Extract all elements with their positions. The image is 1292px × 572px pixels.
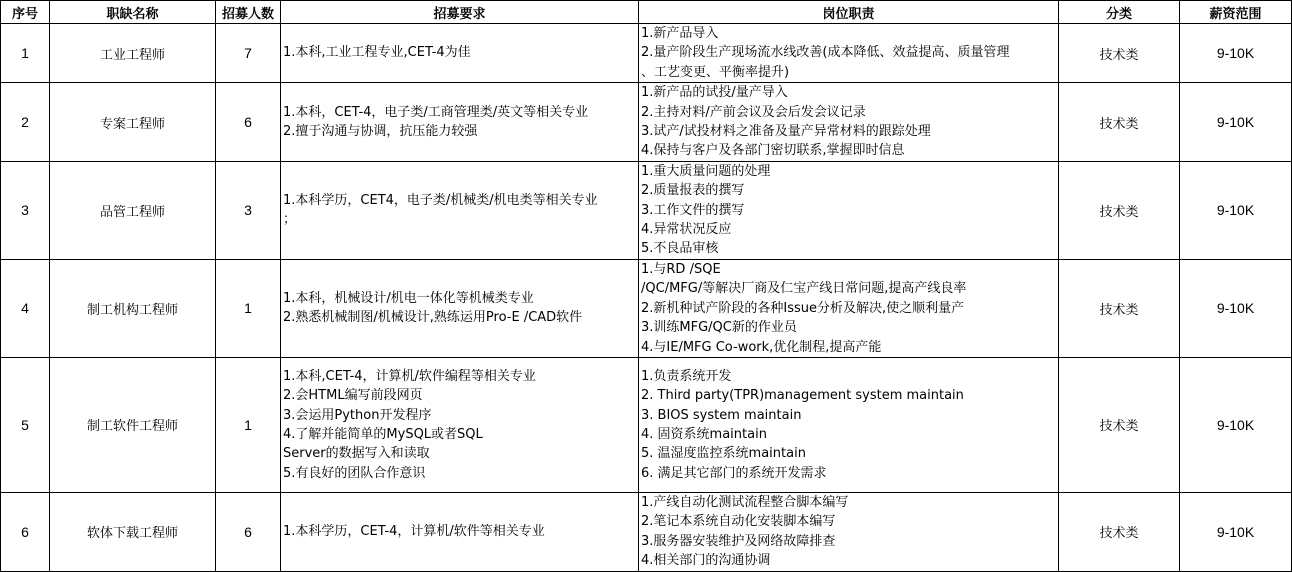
duty-line: 1.新产品导入 — [641, 26, 719, 41]
cell-seq: 6 — [1, 492, 50, 571]
cell-title: 软体下载工程师 — [50, 492, 216, 571]
header-title: 职缺名称 — [50, 1, 216, 24]
cell-requirements — [281, 161, 639, 259]
cell-title: 制工软件工程师 — [50, 357, 216, 492]
duty-line: 1.新产品的试投/量产导入 — [641, 85, 788, 101]
header-duties: 岗位职责 — [639, 1, 1059, 24]
requirement-line: 5.有良好的团队合作意识 — [283, 465, 426, 481]
requirement-line: 2.会HTML编写前段网页 — [283, 388, 423, 404]
cell-category: 技术类 — [1059, 357, 1180, 492]
header-seq: 序号 — [1, 1, 50, 24]
cell-duties — [639, 161, 1059, 259]
cell-seq: 5 — [1, 357, 50, 492]
requirement-line: 1.本科,CET-4，计算机/软件编程等相关专业 — [283, 368, 536, 384]
duty-line: 4.相关部门的沟通协调 — [641, 553, 771, 569]
cell-count: 1 — [216, 259, 281, 357]
cell-count: 6 — [216, 83, 281, 162]
duty-line: 2.新机种试产阶段的各种Issue分析及解决,使之顺利量产 — [641, 300, 965, 316]
cell-salary: 9-10K — [1180, 83, 1292, 162]
cell-count: 1 — [216, 357, 281, 492]
table-row — [1, 492, 1292, 571]
cell-requirements — [281, 357, 639, 492]
cell-category: 技术类 — [1059, 259, 1180, 357]
requirement-line: Server的数据写入和读取 — [283, 446, 430, 462]
header-category: 分类 — [1059, 1, 1180, 24]
table-row — [1, 83, 1292, 162]
duty-line: 1.产线自动化测试流程整合脚本编写 — [641, 494, 849, 510]
cell-seq: 3 — [1, 161, 50, 259]
duty-line: 1.与RD /SQE — [641, 261, 721, 277]
cell-salary: 9-10K — [1180, 161, 1292, 259]
cell-category: 技术类 — [1059, 24, 1180, 83]
duty-line: 4.异常状况反应 — [641, 222, 732, 238]
duty-line: 3.试产/试投材料之准备及量产异常材料的跟踪处理 — [641, 124, 931, 140]
duty-line: 3.工作文件的撰写 — [641, 202, 745, 218]
requirement-line: 1.本科学历，CET-4，计算机/软件等相关专业 — [283, 524, 545, 540]
requirement-line: 1.本科，机械设计/机电一体化等机械类专业 — [283, 290, 534, 306]
cell-duties — [639, 492, 1059, 571]
duty-line: 4.保持与客户及各部门密切联系,掌握即时信息 — [641, 143, 905, 159]
requirement-line: 1.本科学历，CET4，电子类/机械类/机电类等相关专业 — [283, 192, 598, 208]
duty-line: 1.负责系统开发 — [641, 368, 732, 384]
requirement-line: ； — [283, 212, 297, 228]
requirement-line: 4.了解并能简单的MySQL或者SQL — [283, 426, 483, 442]
cell-salary: 9-10K — [1180, 357, 1292, 492]
requirement-line: 1.本科，CET-4，电子类/工商管理类/英文等相关专业 — [283, 104, 589, 120]
cell-title: 制工机构工程师 — [50, 259, 216, 357]
cell-salary: 9-10K — [1180, 492, 1292, 571]
cell-category: 技术类 — [1059, 83, 1180, 162]
cell-count: 6 — [216, 492, 281, 571]
duty-line: 5.不良品审核 — [641, 241, 719, 257]
requirement-line: 2.熟悉机械制图/机械设计,熟练运用Pro-E /CAD软件 — [283, 310, 583, 326]
duty-line: 3.训练MFG/QC新的作业员 — [641, 320, 797, 336]
duty-line: 、工艺变更、平衡率提升) — [641, 64, 790, 80]
cell-title: 专案工程师 — [50, 83, 216, 162]
duty-line: 2. Third party(TPR)management system maintain — [641, 388, 964, 404]
duty-line: 3.服务器安装维护及网络故障排查 — [641, 533, 836, 549]
table-row — [1, 259, 1292, 357]
cell-category: 技术类 — [1059, 492, 1180, 571]
cell-salary: 9-10K — [1180, 259, 1292, 357]
cell-duties — [639, 83, 1059, 162]
table-row — [1, 161, 1292, 259]
header-salary: 薪资范围 — [1180, 1, 1292, 24]
cell-duties — [639, 259, 1059, 357]
header-count: 招募人数 — [216, 1, 281, 24]
header-requirements: 招募要求 — [281, 1, 639, 24]
table-row — [1, 357, 1292, 492]
duty-line: 4. 固资系统maintain — [641, 426, 767, 442]
duty-line: 6. 满足其它部门的系统开发需求 — [641, 465, 827, 481]
cell-seq: 1 — [1, 24, 50, 83]
cell-seq: 2 — [1, 83, 50, 162]
cell-requirements — [281, 259, 639, 357]
requirement-line: 3.会运用Python开发程序 — [283, 407, 432, 423]
cell-title: 品管工程师 — [50, 161, 216, 259]
cell-duties — [639, 24, 1059, 83]
cell-salary: 9-10K — [1180, 24, 1292, 83]
cell-category: 技术类 — [1059, 161, 1180, 259]
cell-count: 7 — [216, 24, 281, 83]
header-row — [1, 1, 1292, 24]
cell-seq: 4 — [1, 259, 50, 357]
duty-line: 2.主持对料/产前会议及会后发会议记录 — [641, 104, 866, 120]
cell-title: 工业工程师 — [50, 24, 216, 83]
cell-requirements — [281, 83, 639, 162]
duty-line: 2.质量报表的撰写 — [641, 183, 745, 199]
requirement-line: 2.擅于沟通与协调，抗压能力较强 — [283, 124, 478, 140]
duty-line: 2.笔记本系统自动化安装脚本编写 — [641, 514, 836, 530]
cell-duties — [639, 357, 1059, 492]
duty-line: 1.重大质量问题的处理 — [641, 163, 771, 179]
duty-line: 4.与IE/MFG Co-work,优化制程,提高产能 — [641, 339, 882, 355]
duty-line: 3. BIOS system maintain — [641, 407, 802, 423]
cell-count: 3 — [216, 161, 281, 259]
cell-requirements — [281, 24, 639, 83]
table-row — [1, 24, 1292, 83]
cell-requirements — [281, 492, 639, 571]
requirement-line: 1.本科,工业工程专业,CET-4为佳 — [283, 45, 471, 61]
duty-line: 5. 温湿度监控系统maintain — [641, 446, 806, 462]
duty-line: 2.量产阶段生产现场流水线改善(成本降低、效益提高、质量管理 — [641, 45, 1010, 61]
duty-line: /QC/MFG/等解决厂商及仁宝产线日常问题,提高产线良率 — [641, 281, 967, 297]
